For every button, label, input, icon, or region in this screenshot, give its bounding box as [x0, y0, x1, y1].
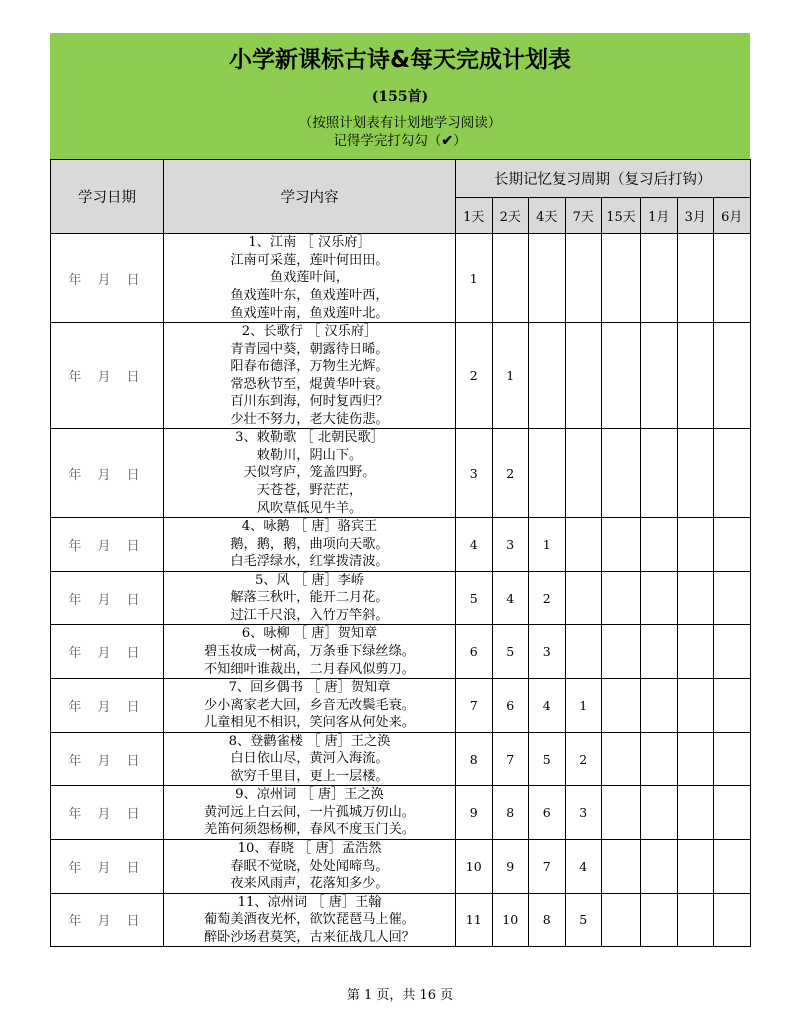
poem-line: 江南可采莲，莲叶何田田。: [230, 252, 389, 268]
col-header-date: 学习日期: [51, 160, 164, 234]
review-check-cell[interactable]: 8: [492, 786, 529, 840]
review-check-cell[interactable]: [565, 234, 602, 323]
review-check-cell[interactable]: 2: [492, 429, 529, 518]
review-check-cell[interactable]: [602, 679, 641, 733]
review-check-cell[interactable]: 7: [456, 679, 493, 733]
study-date-input-cell[interactable]: 年 月 日: [51, 571, 164, 625]
table-row: [51, 234, 751, 323]
review-check-cell[interactable]: [677, 518, 714, 572]
review-check-cell[interactable]: 11: [456, 893, 493, 947]
poem-line: 鱼戏莲叶东，鱼戏莲叶西，: [230, 288, 389, 304]
review-check-cell[interactable]: 10: [456, 839, 493, 893]
review-check-cell[interactable]: 1: [565, 679, 602, 733]
table-row: [51, 429, 751, 518]
review-check-cell[interactable]: [641, 234, 678, 323]
review-check-cell[interactable]: 4: [565, 839, 602, 893]
poem-content-cell: [164, 679, 456, 733]
review-check-cell[interactable]: 2: [565, 732, 602, 786]
review-check-cell[interactable]: 1: [456, 234, 493, 323]
review-check-cell[interactable]: [641, 786, 678, 840]
poem-content-cell: [164, 429, 456, 518]
review-check-cell[interactable]: [641, 323, 678, 429]
poem-line: 欲穷千里目，更上一层楼。: [230, 768, 389, 784]
review-check-cell[interactable]: [714, 786, 751, 840]
poem-line: 鱼戏莲叶间，: [269, 270, 350, 286]
poem-title: 3、敕勒歌 ［ 北朝民歌］: [235, 430, 384, 446]
poem-content-cell: [164, 323, 456, 429]
poem-line: 白毛浮绿水，红掌拨清波。: [230, 554, 389, 570]
review-check-cell[interactable]: [602, 234, 641, 323]
banner-note-suffix: ）: [453, 132, 467, 149]
poem-content-cell: [164, 625, 456, 679]
review-check-cell[interactable]: 2: [456, 323, 493, 429]
review-check-cell[interactable]: [641, 893, 678, 947]
poem-line: 百川东到海，何时复西归？: [230, 394, 389, 410]
review-check-cell[interactable]: [565, 518, 602, 572]
study-date-input-cell[interactable]: 年 月 日: [51, 429, 164, 518]
review-check-cell[interactable]: [677, 893, 714, 947]
poem-title: 9、凉州词 ［ 唐］王之涣: [235, 787, 384, 803]
review-check-cell[interactable]: [714, 429, 751, 518]
review-check-cell[interactable]: 4: [456, 518, 493, 572]
table-row: [51, 323, 751, 429]
banner-note-line2: [50, 133, 750, 150]
poem-line: 天苍苍，野茫茫，: [256, 483, 363, 499]
poem-line: 醉卧沙场君莫笑，古来征战几人回？: [204, 929, 415, 945]
poem-line: 夜来风雨声，花落知多少。: [230, 876, 389, 892]
review-check-cell[interactable]: 3: [492, 518, 529, 572]
header-row-top: [51, 160, 751, 198]
review-check-cell[interactable]: [602, 893, 641, 947]
poem-line: 过江千尺浪，入竹万竿斜。: [230, 607, 389, 623]
poem-title: 8、登鹳雀楼 ［ 唐］王之涣: [228, 733, 391, 749]
col-header-content: 学习内容: [164, 160, 456, 234]
poem-title: 2、长歌行 ［ 汉乐府］: [241, 324, 378, 340]
review-check-cell[interactable]: 7: [529, 839, 566, 893]
review-check-cell[interactable]: [529, 323, 566, 429]
table-body: [51, 234, 751, 947]
review-check-cell[interactable]: 3: [456, 429, 493, 518]
review-check-cell[interactable]: 3: [565, 786, 602, 840]
col-header-period-3month: 3月: [677, 198, 714, 234]
review-check-cell[interactable]: [529, 429, 566, 518]
poem-content-cell: [164, 571, 456, 625]
review-check-cell[interactable]: [641, 625, 678, 679]
review-check-cell[interactable]: [565, 323, 602, 429]
review-check-cell[interactable]: [714, 679, 751, 733]
study-date-input-cell[interactable]: 年 月 日: [51, 323, 164, 429]
review-check-cell[interactable]: 5: [456, 571, 493, 625]
review-check-cell[interactable]: [714, 234, 751, 323]
col-header-period-2day: 2天: [492, 198, 529, 234]
col-header-period-1month: 1月: [641, 198, 678, 234]
study-date-input-cell[interactable]: 年 月 日: [51, 893, 164, 947]
review-check-cell[interactable]: [714, 893, 751, 947]
review-check-cell[interactable]: [714, 839, 751, 893]
page-title: 小学新课标古诗&每天完成计划表: [228, 47, 572, 73]
review-check-cell[interactable]: 1: [492, 323, 529, 429]
poem-count: (155首): [371, 88, 429, 105]
review-check-cell[interactable]: 7: [492, 732, 529, 786]
poem-title: 6、咏柳 ［ 唐］贺知章: [241, 626, 378, 642]
poem-title: 4、咏鹅 ［ 唐］骆宾王: [241, 519, 378, 535]
poem-line: 白日依山尽，黄河入海流。: [230, 751, 389, 767]
review-check-cell[interactable]: [641, 429, 678, 518]
banner-note-line1: （按照计划表有计划地学习阅读）: [298, 115, 502, 132]
poem-line: 风吹草低见牛羊。: [256, 500, 363, 516]
review-check-cell[interactable]: [602, 571, 641, 625]
review-check-cell[interactable]: [714, 571, 751, 625]
review-check-cell[interactable]: [565, 571, 602, 625]
review-check-cell[interactable]: 4: [492, 571, 529, 625]
review-check-cell[interactable]: [529, 234, 566, 323]
review-check-cell[interactable]: [677, 571, 714, 625]
review-check-cell[interactable]: [677, 786, 714, 840]
study-date-input-cell[interactable]: 年 月 日: [51, 679, 164, 733]
review-check-cell[interactable]: 4: [529, 679, 566, 733]
review-check-cell[interactable]: [602, 786, 641, 840]
poem-content-cell: [164, 518, 456, 572]
study-date-input-cell[interactable]: 年 月 日: [51, 625, 164, 679]
study-date-input-cell[interactable]: 年 月 日: [51, 234, 164, 323]
col-header-period-6month: 6月: [714, 198, 751, 234]
review-check-cell[interactable]: 6: [529, 786, 566, 840]
review-check-cell[interactable]: [565, 625, 602, 679]
review-check-cell[interactable]: [677, 679, 714, 733]
table-row: [51, 625, 751, 679]
poem-content-cell: [164, 786, 456, 840]
review-check-cell[interactable]: [602, 732, 641, 786]
poem-content-cell: [164, 234, 456, 323]
poem-line: 敕勒川，阴山下。: [256, 447, 363, 463]
review-check-cell[interactable]: 9: [492, 839, 529, 893]
review-check-cell[interactable]: 6: [492, 679, 529, 733]
study-date-input-cell[interactable]: 年 月 日: [51, 839, 164, 893]
review-check-cell[interactable]: [602, 429, 641, 518]
review-check-cell[interactable]: [714, 323, 751, 429]
review-check-cell[interactable]: [677, 839, 714, 893]
review-check-cell[interactable]: [677, 625, 714, 679]
table-row: [51, 839, 751, 893]
poem-line: 羌笛何须怨杨柳，春风不度玉门关。: [204, 822, 415, 838]
poem-line: 不知细叶谁裁出，二月春风似剪刀。: [204, 661, 415, 677]
poem-content-cell: [164, 893, 456, 947]
review-check-cell[interactable]: [714, 518, 751, 572]
review-check-cell[interactable]: [677, 732, 714, 786]
poem-content-cell: [164, 839, 456, 893]
banner-note-prefix: 记得学完打勾勾（: [333, 132, 442, 149]
review-check-cell[interactable]: 6: [456, 625, 493, 679]
table-row: [51, 571, 751, 625]
review-check-cell[interactable]: 8: [456, 732, 493, 786]
poem-title: 5、风 ［ 唐］李峤: [254, 572, 365, 588]
review-check-cell[interactable]: [714, 625, 751, 679]
study-date-input-cell[interactable]: 年 月 日: [51, 732, 164, 786]
review-check-cell[interactable]: [602, 625, 641, 679]
review-check-cell[interactable]: 9: [456, 786, 493, 840]
col-header-period-4day: 4天: [529, 198, 566, 234]
review-check-cell[interactable]: [492, 234, 529, 323]
poem-title: 10、春晓 ［ 唐］孟浩然: [237, 840, 382, 856]
table-row: [51, 786, 751, 840]
poem-line: 常恐秋节至，焜黄华叶衰。: [230, 376, 389, 392]
col-header-period-15day: 15天: [602, 198, 641, 234]
review-check-cell[interactable]: [602, 323, 641, 429]
poem-line: 天似穹庐，笼盖四野。: [243, 465, 376, 481]
table-row: [51, 732, 751, 786]
page-banner: [50, 33, 750, 159]
poem-line: 黄河远上白云间，一片孤城万仞山。: [204, 804, 415, 820]
study-date-input-cell[interactable]: 年 月 日: [51, 786, 164, 840]
poem-line: 葡萄美酒夜光杯，欲饮琵琶马上催。: [204, 912, 415, 928]
review-check-cell[interactable]: [641, 571, 678, 625]
review-check-cell[interactable]: [677, 429, 714, 518]
poem-line: 少壮不努力，老大徒伤悲。: [230, 411, 389, 427]
poem-title: 7、回乡偶书 ［ 唐］贺知章: [228, 680, 391, 696]
poem-line: 碧玉妆成一树高，万条垂下绿丝绦。: [204, 643, 415, 659]
col-header-review-group: 长期记忆复习周期（复习后打钩）: [456, 160, 751, 198]
study-plan-table: [50, 159, 751, 947]
review-check-cell[interactable]: [641, 839, 678, 893]
poem-line: 青青园中葵，朝露待日晞。: [230, 341, 389, 357]
poem-title: 11、凉州词 ［ 唐］王翰: [237, 894, 382, 910]
table-row: [51, 893, 751, 947]
review-check-cell[interactable]: [677, 323, 714, 429]
poem-line: 春眠不觉晓，处处闻啼鸟。: [230, 858, 389, 874]
review-check-cell[interactable]: 5: [529, 732, 566, 786]
poem-line: 鱼戏莲叶南，鱼戏莲叶北。: [230, 305, 389, 321]
poem-title: 1、江南 ［ 汉乐府］: [248, 235, 371, 251]
review-check-cell[interactable]: [565, 429, 602, 518]
poem-line: 鹅，鹅，鹅，曲项向天歌。: [230, 536, 389, 552]
page-footer: 第 1 页，共 16 页: [346, 988, 454, 1003]
review-check-cell[interactable]: [602, 839, 641, 893]
review-check-cell[interactable]: 2: [529, 571, 566, 625]
table-head: [51, 160, 751, 234]
poem-line: 阳春布德泽，万物生光辉。: [230, 359, 389, 375]
table-row: [51, 518, 751, 572]
review-check-cell[interactable]: 10: [492, 893, 529, 947]
col-header-period-1day: 1天: [456, 198, 493, 234]
review-check-cell[interactable]: [641, 679, 678, 733]
poem-line: 儿童相见不相识，笑问客从何处来。: [204, 715, 415, 731]
review-check-cell[interactable]: 5: [565, 893, 602, 947]
review-check-cell[interactable]: [641, 732, 678, 786]
review-check-cell[interactable]: 5: [492, 625, 529, 679]
poem-line: 少小离家老大回，乡音无改鬓毛衰。: [204, 697, 415, 713]
review-check-cell[interactable]: [714, 732, 751, 786]
poem-line: 解落三秋叶，能开二月花。: [230, 590, 389, 606]
table-row: [51, 679, 751, 733]
review-check-cell[interactable]: 8: [529, 893, 566, 947]
col-header-period-7day: 7天: [565, 198, 602, 234]
poem-content-cell: [164, 732, 456, 786]
study-date-input-cell[interactable]: 年 月 日: [51, 518, 164, 572]
review-check-cell[interactable]: [677, 234, 714, 323]
review-check-cell[interactable]: 3: [529, 625, 566, 679]
review-check-cell[interactable]: [602, 518, 641, 572]
checkmark-icon: ✔: [441, 132, 454, 149]
review-check-cell[interactable]: [641, 518, 678, 572]
review-check-cell[interactable]: 1: [529, 518, 566, 572]
